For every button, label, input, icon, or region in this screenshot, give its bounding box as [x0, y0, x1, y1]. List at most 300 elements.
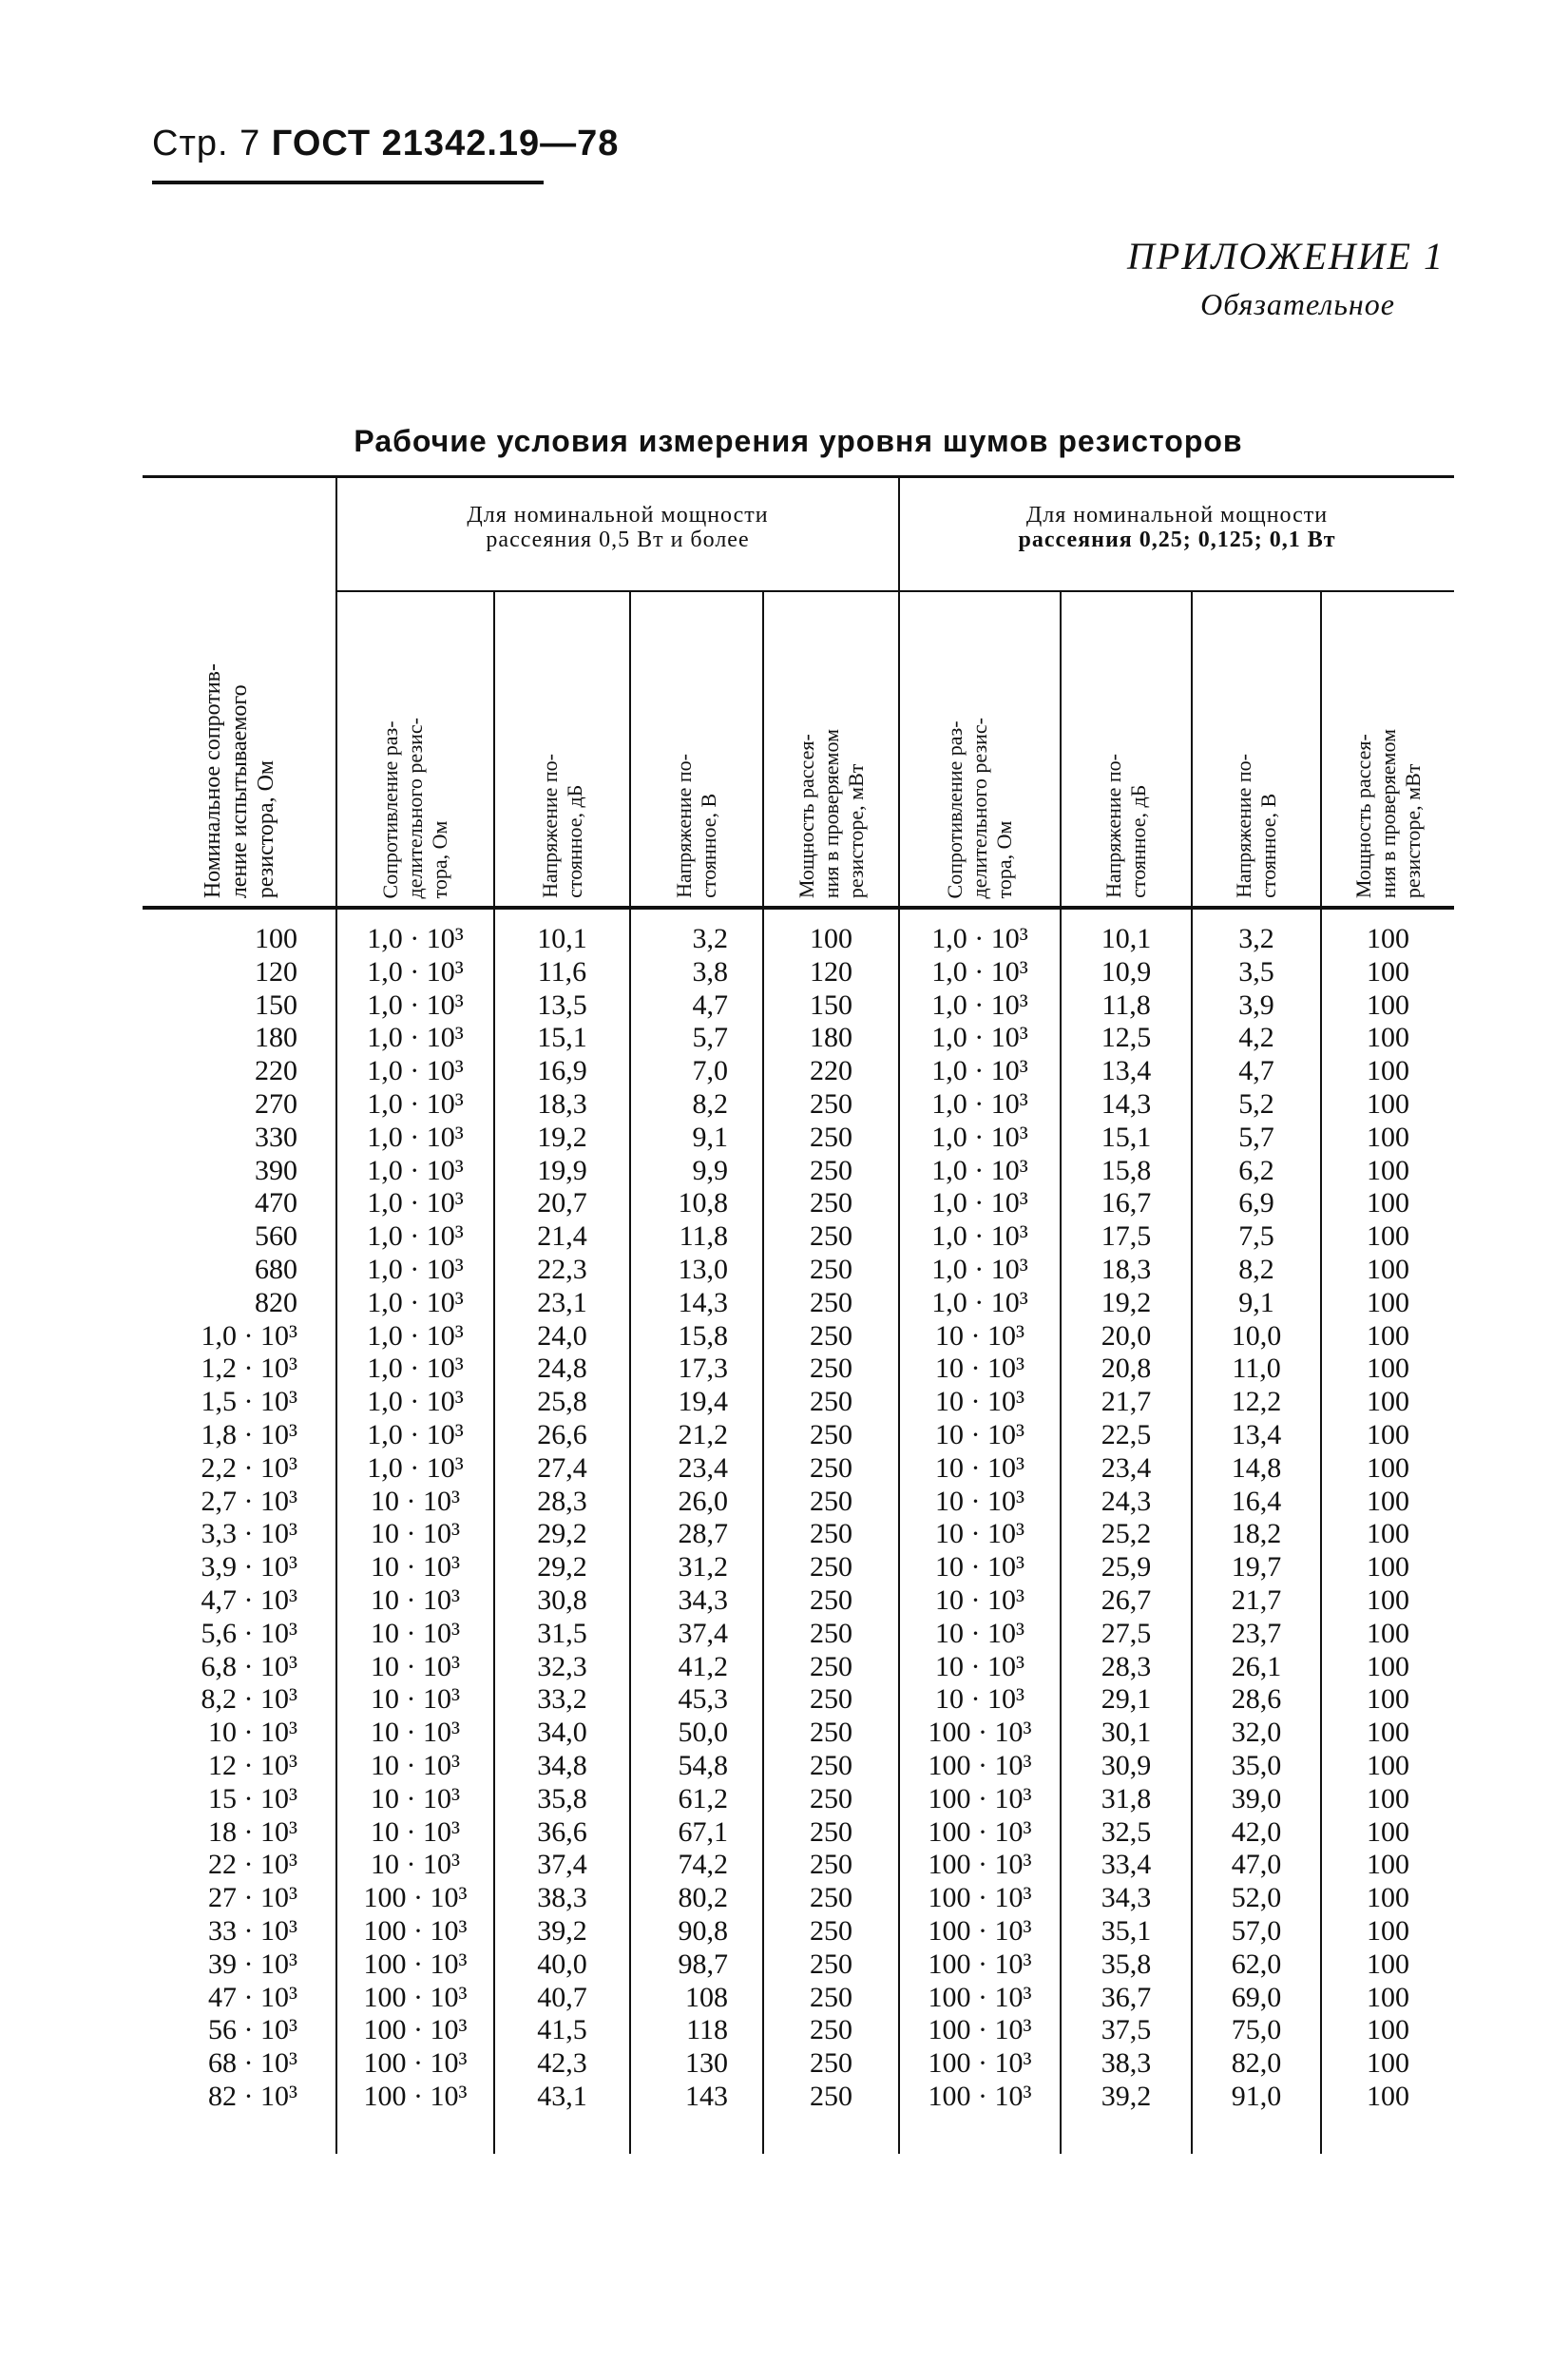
- voltage-db-cell: 15,1: [494, 1022, 630, 1055]
- voltage-db-cell: 16,9: [494, 1055, 630, 1088]
- voltage-db-cell: 32,5: [1061, 1816, 1192, 1850]
- power-mw-cell: 100: [1367, 1683, 1410, 1716]
- voltage-v-cell: 62,0: [1192, 1948, 1321, 1982]
- divider-resistance-cell: 10 · 10³: [899, 1386, 1061, 1419]
- divider-resistance-cell: 100 · 10³: [899, 1717, 1061, 1750]
- divider-resistance-cell: 100 · 10³: [899, 1849, 1061, 1882]
- voltage-db-cell: 35,8: [1061, 1948, 1192, 1982]
- sub-header-text: Сопротивление раз- делительного резис- тора, Ом: [378, 717, 451, 898]
- divider-resistance-cell: 10 · 10³: [336, 1618, 494, 1651]
- divider-resistance-cell: 10 · 10³: [336, 1584, 494, 1618]
- voltage-v-cell: 28,6: [1192, 1683, 1321, 1717]
- divider-resistance-cell: 100 · 10³: [899, 1948, 1061, 1982]
- voltage-v-cell: 8,2: [630, 1088, 763, 1122]
- voltage-db-cell: 41,5: [494, 2014, 630, 2047]
- voltage-db-cell: 20,7: [494, 1187, 630, 1220]
- power-mw-cell: 250: [763, 2081, 899, 2154]
- voltage-v-cell: 9,1: [1192, 1287, 1321, 1320]
- table-row: [143, 1353, 1454, 1386]
- power-mw-cell: 100: [1367, 1154, 1410, 1186]
- nominal-resistance-cell: 56 · 10³: [143, 2014, 336, 2047]
- voltage-db-cell: 38,3: [1061, 2047, 1192, 2081]
- sub-header-voltage-db: [494, 591, 630, 908]
- nominal-resistance-cell: 470: [143, 1187, 336, 1220]
- power-mw-cell: 250: [763, 1155, 899, 1188]
- voltage-v-cell: 3,2: [1192, 908, 1321, 956]
- divider-resistance-cell: 10 · 10³: [899, 1584, 1061, 1618]
- voltage-v-cell: 14,3: [630, 1287, 763, 1320]
- divider-resistance-cell: 10 · 10³: [899, 1651, 1061, 1684]
- table-row: [143, 1882, 1454, 1915]
- appendix-subtitle: Обязательное: [1200, 287, 1395, 321]
- divider-resistance-cell: 100 · 10³: [899, 1882, 1061, 1915]
- table-row: [143, 1055, 1454, 1088]
- voltage-v-cell: 50,0: [630, 1717, 763, 1750]
- divider-resistance-cell: 10 · 10³: [899, 1320, 1061, 1353]
- sub-header-text: Мощность рассея- ния в проверяемом резисторе, мВт: [1350, 728, 1425, 898]
- voltage-v-cell: 9,1: [630, 1122, 763, 1155]
- voltage-db-cell: 29,2: [494, 1551, 630, 1584]
- voltage-v-cell: 54,8: [630, 1750, 763, 1783]
- divider-resistance-cell: 100 · 10³: [336, 1915, 494, 1948]
- power-mw-cell: 250: [763, 1750, 899, 1783]
- power-mw-cell: 100: [1367, 2080, 1410, 2112]
- power-mw-cell: 100: [1367, 1319, 1410, 1352]
- divider-resistance-cell: 100 · 10³: [336, 2014, 494, 2047]
- voltage-v-cell: 21,7: [1192, 1584, 1321, 1618]
- voltage-v-cell: 21,2: [630, 1419, 763, 1452]
- divider-resistance-cell: 100 · 10³: [899, 2047, 1061, 2081]
- sub-header-voltage-db: [1061, 591, 1192, 908]
- voltage-db-cell: 30,9: [1061, 1750, 1192, 1783]
- table-title: Рабочие условия измерения уровня шумов резисторов: [354, 424, 1243, 458]
- divider-resistance-cell: 10 · 10³: [336, 1783, 494, 1816]
- voltage-db-cell: 18,3: [494, 1088, 630, 1122]
- divider-resistance-cell: 1,0 · 10³: [336, 989, 494, 1023]
- voltage-v-cell: 23,7: [1192, 1618, 1321, 1651]
- voltage-v-cell: 26,0: [630, 1486, 763, 1519]
- voltage-v-cell: 130: [630, 2047, 763, 2081]
- voltage-db-cell: 32,3: [494, 1651, 630, 1684]
- divider-resistance-cell: 100 · 10³: [336, 1982, 494, 2015]
- group-header-high-power: [336, 477, 899, 592]
- header-rule: [152, 181, 544, 184]
- voltage-db-cell: 37,4: [494, 1849, 630, 1882]
- divider-resistance-cell: 100 · 10³: [899, 1750, 1061, 1783]
- power-mw-cell: 120: [763, 956, 899, 989]
- voltage-v-cell: 45,3: [630, 1683, 763, 1717]
- power-mw-cell: 250: [763, 1287, 899, 1320]
- voltage-v-cell: 11,8: [630, 1220, 763, 1254]
- power-mw-cell: 250: [763, 2014, 899, 2047]
- table-row: [143, 2047, 1454, 2081]
- table-row: [143, 908, 1454, 956]
- power-mw-cell: 100: [1367, 1782, 1410, 1814]
- power-mw-cell: 100: [1367, 1551, 1410, 1583]
- divider-resistance-cell: 1,0 · 10³: [336, 1088, 494, 1122]
- voltage-db-cell: 38,3: [494, 1882, 630, 1915]
- voltage-v-cell: 82,0: [1192, 2047, 1321, 2081]
- table-row: [143, 1915, 1454, 1948]
- divider-resistance-cell: 100 · 10³: [899, 1816, 1061, 1850]
- nominal-resistance-cell: 27 · 10³: [143, 1882, 336, 1915]
- power-mw-cell: 100: [1367, 955, 1410, 988]
- voltage-db-cell: 27,4: [494, 1452, 630, 1486]
- voltage-db-cell: 31,5: [494, 1618, 630, 1651]
- power-mw-cell: 250: [763, 1353, 899, 1386]
- voltage-v-cell: 32,0: [1192, 1717, 1321, 1750]
- sub-header-text: Напряжение по- стоянное, дБ: [1101, 754, 1151, 898]
- divider-resistance-cell: 1,0 · 10³: [899, 1187, 1061, 1220]
- voltage-v-cell: 5,7: [1192, 1122, 1321, 1155]
- power-mw-cell: 250: [763, 1717, 899, 1750]
- nominal-resistance-cell: 180: [143, 1022, 336, 1055]
- voltage-v-cell: 7,0: [630, 1055, 763, 1088]
- voltage-db-cell: 29,2: [494, 1518, 630, 1551]
- voltage-db-cell: 24,8: [494, 1353, 630, 1386]
- nominal-resistance-cell: 6,8 · 10³: [143, 1651, 336, 1684]
- nominal-resistance-cell: 3,9 · 10³: [143, 1551, 336, 1584]
- voltage-db-cell: 31,8: [1061, 1783, 1192, 1816]
- divider-resistance-cell: 1,0 · 10³: [899, 989, 1061, 1023]
- sub-header-power-mw: [1321, 591, 1454, 908]
- voltage-v-cell: 10,0: [1192, 1320, 1321, 1353]
- nominal-resistance-cell: 10 · 10³: [143, 1717, 336, 1750]
- sub-header-text: Сопротивление раз- делительного резис- тора, Ом: [943, 717, 1017, 898]
- divider-resistance-cell: 10 · 10³: [336, 1486, 494, 1519]
- power-mw-cell: 250: [763, 1551, 899, 1584]
- table-row: [143, 1254, 1454, 1287]
- power-mw-cell: 250: [763, 1386, 899, 1419]
- voltage-db-cell: 23,1: [494, 1287, 630, 1320]
- nominal-resistance-cell: 68 · 10³: [143, 2047, 336, 2081]
- divider-resistance-cell: 1,0 · 10³: [899, 956, 1061, 989]
- power-mw-cell: 100: [1367, 1220, 1410, 1253]
- nominal-resistance-cell: 18 · 10³: [143, 1816, 336, 1850]
- divider-resistance-cell: 10 · 10³: [899, 1452, 1061, 1486]
- power-mw-cell: 100: [1367, 1815, 1410, 1848]
- voltage-db-cell: 26,7: [1061, 1584, 1192, 1618]
- divider-resistance-cell: 1,0 · 10³: [336, 1220, 494, 1254]
- nominal-resistance-cell: 100: [143, 908, 336, 956]
- voltage-v-cell: 4,7: [630, 989, 763, 1023]
- power-mw-cell: 250: [763, 2047, 899, 2081]
- nominal-resistance-cell: 1,2 · 10³: [143, 1353, 336, 1386]
- voltage-db-cell: 40,0: [494, 1948, 630, 1982]
- voltage-db-cell: 35,8: [494, 1783, 630, 1816]
- voltage-v-cell: 39,0: [1192, 1783, 1321, 1816]
- voltage-v-cell: 15,8: [630, 1320, 763, 1353]
- divider-resistance-cell: 100 · 10³: [336, 1882, 494, 1915]
- voltage-v-cell: 6,2: [1192, 1155, 1321, 1188]
- voltage-db-cell: 39,2: [1061, 2081, 1192, 2154]
- power-mw-cell: 100: [1367, 988, 1410, 1021]
- voltage-v-cell: 31,2: [630, 1551, 763, 1584]
- power-mw-cell: 100: [1367, 1451, 1410, 1484]
- voltage-v-cell: 18,2: [1192, 1518, 1321, 1551]
- voltage-db-cell: 10,1: [494, 908, 630, 956]
- nominal-resistance-cell: 33 · 10³: [143, 1915, 336, 1948]
- divider-resistance-cell: 100 · 10³: [899, 2081, 1061, 2154]
- table-row: [143, 2014, 1454, 2047]
- voltage-db-cell: 36,6: [494, 1816, 630, 1850]
- table-row: [143, 1386, 1454, 1419]
- table-row: [143, 1088, 1454, 1122]
- voltage-db-cell: 13,4: [1061, 1055, 1192, 1088]
- power-mw-cell: 100: [1367, 923, 1410, 954]
- power-mw-cell: 100: [1367, 1022, 1410, 1054]
- power-mw-cell: 250: [763, 1915, 899, 1948]
- power-mw-cell: 250: [763, 1982, 899, 2015]
- nominal-resistance-cell: 3,3 · 10³: [143, 1518, 336, 1551]
- power-mw-cell: 100: [1367, 1981, 1410, 2013]
- voltage-db-cell: 24,3: [1061, 1486, 1192, 1519]
- voltage-v-cell: 143: [630, 2081, 763, 2154]
- nominal-resistance-cell: 820: [143, 1287, 336, 1320]
- voltage-v-cell: 13,0: [630, 1254, 763, 1287]
- voltage-db-cell: 42,3: [494, 2047, 630, 2081]
- power-mw-cell: 250: [763, 1486, 899, 1519]
- voltage-v-cell: 5,7: [630, 1022, 763, 1055]
- power-mw-cell: 100: [1367, 1717, 1410, 1749]
- divider-resistance-cell: 1,0 · 10³: [336, 1254, 494, 1287]
- table-row: [143, 956, 1454, 989]
- divider-resistance-cell: 1,0 · 10³: [336, 1022, 494, 1055]
- power-mw-cell: 250: [763, 1618, 899, 1651]
- power-mw-cell: 250: [763, 1254, 899, 1287]
- table-row: [143, 1452, 1454, 1486]
- voltage-v-cell: 19,4: [630, 1386, 763, 1419]
- table-row: [143, 1220, 1454, 1254]
- power-mw-cell: 250: [763, 1419, 899, 1452]
- voltage-db-cell: 20,0: [1061, 1320, 1192, 1353]
- voltage-db-cell: 12,5: [1061, 1022, 1192, 1055]
- power-mw-cell: 250: [763, 1584, 899, 1618]
- voltage-v-cell: 98,7: [630, 1948, 763, 1982]
- divider-resistance-cell: 1,0 · 10³: [899, 1088, 1061, 1122]
- voltage-v-cell: 23,4: [630, 1452, 763, 1486]
- power-mw-cell: 250: [763, 1452, 899, 1486]
- voltage-db-cell: 34,0: [494, 1717, 630, 1750]
- voltage-db-cell: 15,1: [1061, 1122, 1192, 1155]
- voltage-db-cell: 14,3: [1061, 1088, 1192, 1122]
- divider-resistance-cell: 10 · 10³: [899, 1419, 1061, 1452]
- voltage-db-cell: 25,9: [1061, 1551, 1192, 1584]
- power-mw-cell: 100: [1367, 1353, 1410, 1385]
- table-row: [143, 1122, 1454, 1155]
- power-mw-cell: 100: [1367, 1485, 1410, 1517]
- nominal-resistance-cell: 560: [143, 1220, 336, 1254]
- voltage-v-cell: 13,4: [1192, 1419, 1321, 1452]
- voltage-db-cell: 11,8: [1061, 989, 1192, 1023]
- divider-resistance-cell: 10 · 10³: [336, 1849, 494, 1882]
- power-mw-cell: 250: [763, 1220, 899, 1254]
- divider-resistance-cell: 10 · 10³: [336, 1518, 494, 1551]
- power-mw-cell: 250: [763, 1948, 899, 1982]
- nominal-resistance-cell: 12 · 10³: [143, 1750, 336, 1783]
- divider-resistance-cell: 1,0 · 10³: [336, 1320, 494, 1353]
- power-mw-cell: 100: [1367, 2014, 1410, 2046]
- divider-resistance-cell: 1,0 · 10³: [336, 908, 494, 956]
- nominal-resistance-cell: 220: [143, 1055, 336, 1088]
- nominal-resistance-cell: 8,2 · 10³: [143, 1683, 336, 1717]
- sub-header-text: Напряжение по- стоянное, дБ: [537, 754, 586, 898]
- divider-resistance-cell: 10 · 10³: [899, 1618, 1061, 1651]
- divider-resistance-cell: 1,0 · 10³: [336, 1353, 494, 1386]
- voltage-v-cell: 3,2: [630, 908, 763, 956]
- divider-resistance-cell: 1,0 · 10³: [899, 1055, 1061, 1088]
- voltage-db-cell: 23,4: [1061, 1452, 1192, 1486]
- voltage-v-cell: 8,2: [1192, 1254, 1321, 1287]
- voltage-v-cell: 34,3: [630, 1584, 763, 1618]
- power-mw-cell: 100: [1367, 1055, 1410, 1087]
- divider-resistance-cell: 1,0 · 10³: [336, 1155, 494, 1188]
- voltage-db-cell: 29,1: [1061, 1683, 1192, 1717]
- power-mw-cell: 100: [1367, 2047, 1410, 2080]
- voltage-v-cell: 19,7: [1192, 1551, 1321, 1584]
- voltage-db-cell: 25,2: [1061, 1518, 1192, 1551]
- voltage-v-cell: 75,0: [1192, 2014, 1321, 2047]
- divider-resistance-cell: 1,0 · 10³: [336, 1287, 494, 1320]
- nominal-resistance-cell: 270: [143, 1088, 336, 1122]
- voltage-v-cell: 3,5: [1192, 956, 1321, 989]
- voltage-db-cell: 33,4: [1061, 1849, 1192, 1882]
- voltage-db-cell: 11,6: [494, 956, 630, 989]
- divider-resistance-cell: 1,0 · 10³: [336, 1055, 494, 1088]
- voltage-v-cell: 61,2: [630, 1783, 763, 1816]
- voltage-v-cell: 10,8: [630, 1187, 763, 1220]
- power-mw-cell: 220: [763, 1055, 899, 1088]
- voltage-v-cell: 3,9: [1192, 989, 1321, 1023]
- voltage-db-cell: 43,1: [494, 2081, 630, 2154]
- voltage-db-cell: 25,8: [494, 1386, 630, 1419]
- voltage-db-cell: 10,1: [1061, 908, 1192, 956]
- power-mw-cell: 100: [1367, 1418, 1410, 1450]
- voltage-db-cell: 10,9: [1061, 956, 1192, 989]
- divider-resistance-cell: 100 · 10³: [899, 1982, 1061, 2015]
- power-mw-cell: 100: [1367, 1286, 1410, 1318]
- table-row: [143, 989, 1454, 1023]
- voltage-v-cell: 91,0: [1192, 2081, 1321, 2154]
- standard-code: ГОСТ 21342.19—78: [271, 124, 620, 163]
- voltage-db-cell: 17,5: [1061, 1220, 1192, 1254]
- voltage-db-cell: 13,5: [494, 989, 630, 1023]
- divider-resistance-cell: 100 · 10³: [336, 2047, 494, 2081]
- divider-resistance-cell: 1,0 · 10³: [336, 1452, 494, 1486]
- nominal-resistance-cell: 1,5 · 10³: [143, 1386, 336, 1419]
- table-row: [143, 1849, 1454, 1882]
- voltage-v-cell: 42,0: [1192, 1816, 1321, 1850]
- voltage-v-cell: 28,7: [630, 1518, 763, 1551]
- voltage-db-cell: 40,7: [494, 1982, 630, 2015]
- voltage-v-cell: 5,2: [1192, 1088, 1321, 1122]
- sub-header-text: Напряжение по- стоянное, В: [672, 754, 720, 898]
- divider-resistance-cell: 10 · 10³: [336, 1816, 494, 1850]
- table-body: [143, 908, 1454, 2154]
- divider-resistance-cell: 10 · 10³: [899, 1353, 1061, 1386]
- power-mw-cell: 100: [1367, 1187, 1410, 1219]
- power-mw-cell: 100: [1367, 1849, 1410, 1881]
- nominal-resistance-cell: 1,8 · 10³: [143, 1419, 336, 1452]
- voltage-v-cell: 90,8: [630, 1915, 763, 1948]
- voltage-db-cell: 30,1: [1061, 1717, 1192, 1750]
- divider-resistance-cell: 10 · 10³: [336, 1551, 494, 1584]
- nominal-resistance-cell: 82 · 10³: [143, 2081, 336, 2154]
- table-row: [143, 1419, 1454, 1452]
- table-row: [143, 1155, 1454, 1188]
- nominal-resistance-cell: 15 · 10³: [143, 1783, 336, 1816]
- appendix-title: ПРИЛОЖЕНИЕ 1: [1127, 235, 1445, 278]
- nominal-resistance-header: [143, 477, 336, 909]
- divider-resistance-cell: 100 · 10³: [336, 2081, 494, 2154]
- voltage-v-cell: 41,2: [630, 1651, 763, 1684]
- divider-resistance-cell: 10 · 10³: [336, 1651, 494, 1684]
- divider-resistance-cell: 1,0 · 10³: [899, 1220, 1061, 1254]
- voltage-v-cell: 74,2: [630, 1849, 763, 1882]
- power-mw-cell: 250: [763, 1088, 899, 1122]
- voltage-db-cell: 35,1: [1061, 1915, 1192, 1948]
- voltage-db-cell: 21,7: [1061, 1386, 1192, 1419]
- nominal-resistance-header-text: Номинальное сопротив- ление испытываемого резистора, Ом: [200, 662, 278, 898]
- voltage-v-cell: 57,0: [1192, 1915, 1321, 1948]
- group-header-high-power-line1: Для номинальной мощности: [467, 503, 769, 528]
- divider-resistance-cell: 1,0 · 10³: [899, 908, 1061, 956]
- table-row: [143, 1948, 1454, 1982]
- voltage-v-cell: 9,9: [630, 1155, 763, 1188]
- divider-resistance-cell: 10 · 10³: [899, 1683, 1061, 1717]
- table-row: [143, 1717, 1454, 1750]
- voltage-v-cell: 37,4: [630, 1618, 763, 1651]
- power-mw-cell: 180: [763, 1022, 899, 1055]
- sub-header-voltage-v: [630, 591, 763, 908]
- divider-resistance-cell: 10 · 10³: [899, 1486, 1061, 1519]
- page-number: Стр. 7: [152, 124, 261, 163]
- voltage-db-cell: 19,2: [494, 1122, 630, 1155]
- divider-resistance-cell: 100 · 10³: [899, 1783, 1061, 1816]
- divider-resistance-cell: 100 · 10³: [899, 2014, 1061, 2047]
- power-mw-cell: 100: [1367, 1914, 1410, 1947]
- voltage-v-cell: 69,0: [1192, 1982, 1321, 2015]
- voltage-v-cell: 26,1: [1192, 1651, 1321, 1684]
- power-mw-cell: 100: [1367, 1121, 1410, 1153]
- table-row: [143, 1518, 1454, 1551]
- power-mw-cell: 100: [763, 908, 899, 956]
- nominal-resistance-cell: 2,2 · 10³: [143, 1452, 336, 1486]
- voltage-db-cell: 28,3: [494, 1486, 630, 1519]
- power-mw-cell: 250: [763, 1683, 899, 1717]
- power-mw-cell: 100: [1367, 1749, 1410, 1781]
- nominal-resistance-cell: 390: [143, 1155, 336, 1188]
- voltage-v-cell: 52,0: [1192, 1882, 1321, 1915]
- table-row: [143, 1816, 1454, 1850]
- table-row: [143, 1783, 1454, 1816]
- table-row: [143, 1618, 1454, 1651]
- divider-resistance-cell: 10 · 10³: [336, 1750, 494, 1783]
- power-mw-cell: 250: [763, 1849, 899, 1882]
- sub-header-divider-resistance: [336, 591, 494, 908]
- nominal-resistance-cell: 47 · 10³: [143, 1982, 336, 2015]
- power-mw-cell: 250: [763, 1882, 899, 1915]
- group-header-low-power-line1: Для номинальной мощности: [1025, 503, 1329, 528]
- sub-header-divider-resistance: [899, 591, 1061, 908]
- voltage-v-cell: 11,0: [1192, 1353, 1321, 1386]
- voltage-db-cell: 36,7: [1061, 1982, 1192, 2015]
- table-row: [143, 1683, 1454, 1717]
- voltage-v-cell: 47,0: [1192, 1849, 1321, 1882]
- voltage-db-cell: 33,2: [494, 1683, 630, 1717]
- group-header-high-power-line2: рассеяния 0,5 Вт и более: [486, 528, 750, 552]
- table-row: [143, 1551, 1454, 1584]
